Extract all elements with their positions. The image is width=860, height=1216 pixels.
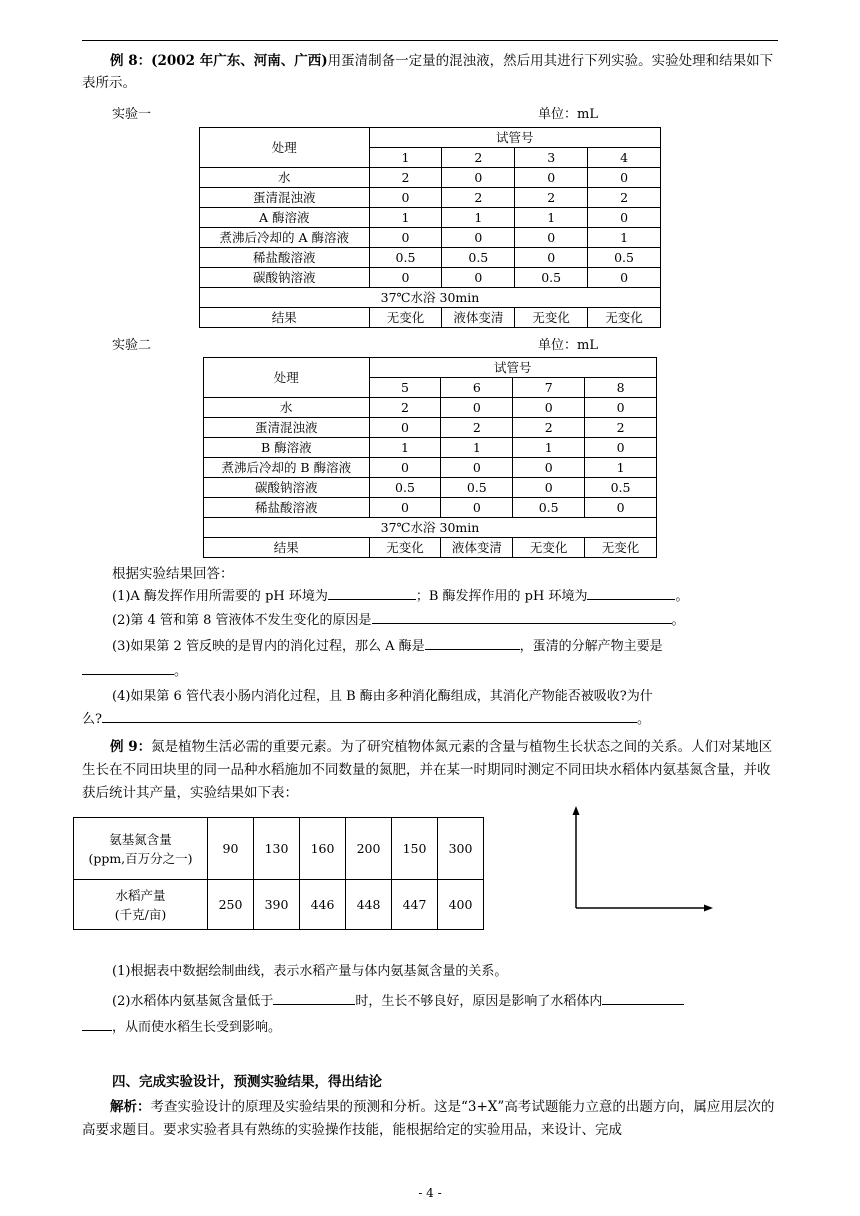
table-row	[200, 268, 661, 288]
row-label-line: (ppm,百万分之一)	[88, 850, 193, 866]
cell: 0	[588, 268, 661, 288]
q8-question-3	[112, 635, 792, 658]
row-label	[74, 818, 208, 880]
cell: 0	[585, 398, 657, 418]
cell: 1	[585, 458, 657, 478]
q2-text-a: (2)水稻体内氨基氮含量低于	[112, 994, 274, 1009]
cell: 0	[441, 458, 513, 478]
tube-number: 6	[441, 378, 513, 398]
table-row	[204, 498, 657, 518]
answer-blank[interactable]	[102, 708, 637, 723]
ex8-title: 例 8：(2002 年广东、河南、广西)	[110, 53, 328, 69]
cell: 2	[442, 188, 515, 208]
ex9-table	[73, 817, 484, 930]
header-treat: 处理	[204, 358, 370, 398]
cell: 0	[369, 228, 442, 248]
cell: 2	[513, 418, 585, 438]
cell: 0	[515, 248, 588, 268]
bath-condition: 37℃水浴 30min	[200, 288, 661, 308]
ex8-intro	[82, 50, 782, 94]
table-row	[204, 438, 657, 458]
cell: 0.5	[441, 478, 513, 498]
result-cell: 无变化	[588, 308, 661, 328]
header-rule	[82, 40, 778, 41]
row-label: 蛋清混浊液	[204, 418, 370, 438]
tube-number: 4	[588, 148, 661, 168]
tube-number: 7	[513, 378, 585, 398]
result-cell: 液体变清	[441, 538, 513, 558]
table-row	[200, 228, 661, 248]
cell: 447	[392, 880, 438, 930]
result-row	[200, 308, 661, 328]
cell: 2	[588, 188, 661, 208]
q2-text-a: (2)第 4 管和第 8 管液体不发生变化的原因是	[112, 613, 372, 628]
cell: 0	[585, 438, 657, 458]
cell: 1	[369, 208, 442, 228]
x-axis-arrow-icon	[704, 905, 713, 912]
answer-blank[interactable]	[328, 585, 416, 600]
q1-text-a: (1)A 酶发挥作用所需要的 pH 环境为	[112, 589, 328, 604]
ex9-question-1: (1)根据表中数据绘制曲线，表示水稻产量与体内氨基氮含量的关系。	[112, 964, 508, 979]
result-cell: 无变化	[515, 308, 588, 328]
q2-text-b: 。	[671, 613, 685, 628]
cell: 0	[515, 228, 588, 248]
q3-text-a: (3)如果第 2 管反映的是胃内的消化过程，那么 A 酶是	[112, 639, 425, 654]
cell: 2	[441, 418, 513, 438]
cell: 0.5	[513, 498, 585, 518]
row-label: 稀盐酸溶液	[200, 248, 370, 268]
row-label: 结果	[200, 308, 370, 328]
section4-title: 四、完成实验设计，预测实验结果，得出结论	[112, 1074, 382, 1090]
row-label: 碳酸钠溶液	[204, 478, 370, 498]
cell: 0	[369, 418, 441, 438]
ex9-intro	[82, 736, 780, 805]
result-cell: 无变化	[585, 538, 657, 558]
cell: 90	[208, 818, 254, 880]
cell: 0	[585, 498, 657, 518]
result-cell: 液体变清	[442, 308, 515, 328]
table-row	[74, 818, 484, 880]
table-row	[200, 168, 661, 188]
cell: 0.5	[515, 268, 588, 288]
cell: 1	[515, 208, 588, 228]
cell: 0	[442, 168, 515, 188]
row-label-line: (千克/亩)	[114, 906, 167, 922]
header-treat: 处理	[200, 128, 370, 168]
cell: 1	[442, 208, 515, 228]
row-label: A 酶溶液	[200, 208, 370, 228]
result-cell: 无变化	[369, 308, 442, 328]
q1-text-b: ；B 酶发挥作用的 pH 环境为	[415, 589, 588, 604]
q4-text-c: 。	[636, 712, 650, 727]
row-label: 结果	[204, 538, 370, 558]
cell: 0	[442, 228, 515, 248]
cell: 0	[513, 398, 585, 418]
cell: 0	[513, 458, 585, 478]
q8-question-1	[112, 585, 792, 608]
section4-analysis	[82, 1096, 780, 1142]
ex9-question-2	[112, 990, 792, 1013]
cell: 0.5	[588, 248, 661, 268]
header-tube: 试管号	[369, 128, 660, 148]
cell: 1	[513, 438, 585, 458]
table-row	[200, 188, 661, 208]
table-row	[74, 880, 484, 930]
cell: 0.5	[585, 478, 657, 498]
tube-number: 2	[442, 148, 515, 168]
row-label: 水	[204, 398, 370, 418]
cell: 2	[585, 418, 657, 438]
row-label-line: 氨基氮含量	[109, 831, 172, 847]
result-row	[204, 538, 657, 558]
tube-number: 8	[585, 378, 657, 398]
cell: 0	[515, 168, 588, 188]
q8-lead: 根据实验结果回答：	[112, 566, 234, 582]
cell: 0	[442, 268, 515, 288]
tube-number: 3	[515, 148, 588, 168]
table-row	[204, 418, 657, 438]
table-row	[204, 458, 657, 478]
exp2-unit: 单位：mL	[538, 338, 598, 353]
exp1-unit: 单位：mL	[538, 107, 598, 122]
q8-question-4-cont	[82, 708, 762, 731]
q2-text-c: ，从而使水稻生长受到影响。	[112, 1020, 282, 1035]
answer-blank[interactable]	[82, 660, 174, 675]
cell: 300	[438, 818, 484, 880]
page-number: - 4 -	[418, 1186, 442, 1200]
cell: 448	[346, 880, 392, 930]
table-row	[204, 398, 657, 418]
answer-blank[interactable]	[372, 609, 672, 624]
answer-blank[interactable]	[425, 635, 520, 650]
q4-text-b: 么?	[82, 712, 102, 727]
q8-question-4: (4)如果第 6 管代表小肠内消化过程，且 B 酶由多种消化酶组成，其消化产物能否被吸收?为什	[112, 689, 653, 704]
cell: 0	[441, 498, 513, 518]
cell: 446	[300, 880, 346, 930]
analysis-label: 解析：	[110, 1099, 151, 1115]
row-label	[74, 880, 208, 930]
cell: 2	[515, 188, 588, 208]
ex9-title: 例 9：	[110, 739, 152, 755]
cell: 0	[513, 478, 585, 498]
cell: 1	[441, 438, 513, 458]
ex8-text: 用蛋清制备一定量的混浊液，然后用其进行下列实验。实验处理和结果如下表所示。	[82, 53, 774, 91]
y-axis-arrow-icon	[573, 806, 580, 815]
cell: 1	[588, 228, 661, 248]
table-row	[200, 248, 661, 268]
cell: 200	[346, 818, 392, 880]
cell: 0	[588, 208, 661, 228]
result-cell: 无变化	[369, 538, 441, 558]
q8-question-2	[112, 609, 792, 632]
row-label-line: 水稻产量	[115, 887, 166, 903]
exp2-label: 实验二	[112, 338, 152, 353]
row-label: 煮沸后冷却的 B 酶溶液	[204, 458, 370, 478]
cell: 0.5	[442, 248, 515, 268]
table-row	[200, 208, 661, 228]
cell: 0	[369, 458, 441, 478]
answer-blank[interactable]	[587, 585, 675, 600]
bath-condition: 37℃水浴 30min	[204, 518, 657, 538]
answer-blank[interactable]	[82, 1016, 112, 1031]
row-label: 蛋清混浊液	[200, 188, 370, 208]
answer-blank[interactable]	[602, 990, 684, 1005]
cell: 0	[369, 188, 442, 208]
row-label: 水	[200, 168, 370, 188]
cell: 390	[254, 880, 300, 930]
cell: 150	[392, 818, 438, 880]
row-label: 煮沸后冷却的 A 酶溶液	[200, 228, 370, 248]
exp1-label: 实验一	[112, 107, 152, 122]
ex9-text: 氮是植物生活必需的重要元素。为了研究植物体氮元素的含量与植物生长状态之间的关系。人们对某地区生长在不同田块里的同一品种水稻施加不同数量的氮肥，并在某一时期同时测定不同田块水稻体内氨基氮含量，并收获后统计其产量，实验结果如下表：	[82, 739, 773, 801]
cell: 250	[208, 880, 254, 930]
exp2-table	[203, 357, 657, 558]
exp1-table	[199, 127, 661, 328]
row-label: 碳酸钠溶液	[200, 268, 370, 288]
ex9-question-2-cont	[82, 1016, 762, 1039]
result-cell: 无变化	[513, 538, 585, 558]
table-row	[204, 478, 657, 498]
cell: 400	[438, 880, 484, 930]
row-label: 稀盐酸溶液	[204, 498, 370, 518]
q2-text-b: 时，生长不够良好，原因是影响了水稻体内	[355, 994, 603, 1009]
cell: 0	[441, 398, 513, 418]
q3-text-b: ，蛋清的分解产物主要是	[519, 639, 663, 654]
q1-text-c: 。	[675, 589, 689, 604]
cell: 160	[300, 818, 346, 880]
cell: 0.5	[369, 478, 441, 498]
tube-number: 5	[369, 378, 441, 398]
cell: 2	[369, 168, 442, 188]
analysis-text: 考查实验设计的原理及实验结果的预测和分析。这是“3+X”高考试题能力立意的出题方向，属应用层次的高要求题目。要求实验者具有熟练的实验操作技能，能根据给定的实验用品，来设计、完成	[82, 1099, 775, 1138]
q3-text-c: 。	[174, 664, 188, 679]
answer-blank[interactable]	[273, 990, 355, 1005]
cell: 130	[254, 818, 300, 880]
cell: 0	[588, 168, 661, 188]
cell: 0	[369, 268, 442, 288]
cell: 0	[369, 498, 441, 518]
tube-number: 1	[369, 148, 442, 168]
cell: 1	[369, 438, 441, 458]
cell: 0.5	[369, 248, 442, 268]
header-tube: 试管号	[369, 358, 656, 378]
q8-question-3-cont	[82, 660, 762, 683]
blank-axes	[566, 804, 716, 916]
cell: 2	[369, 398, 441, 418]
row-label: B 酶溶液	[204, 438, 370, 458]
